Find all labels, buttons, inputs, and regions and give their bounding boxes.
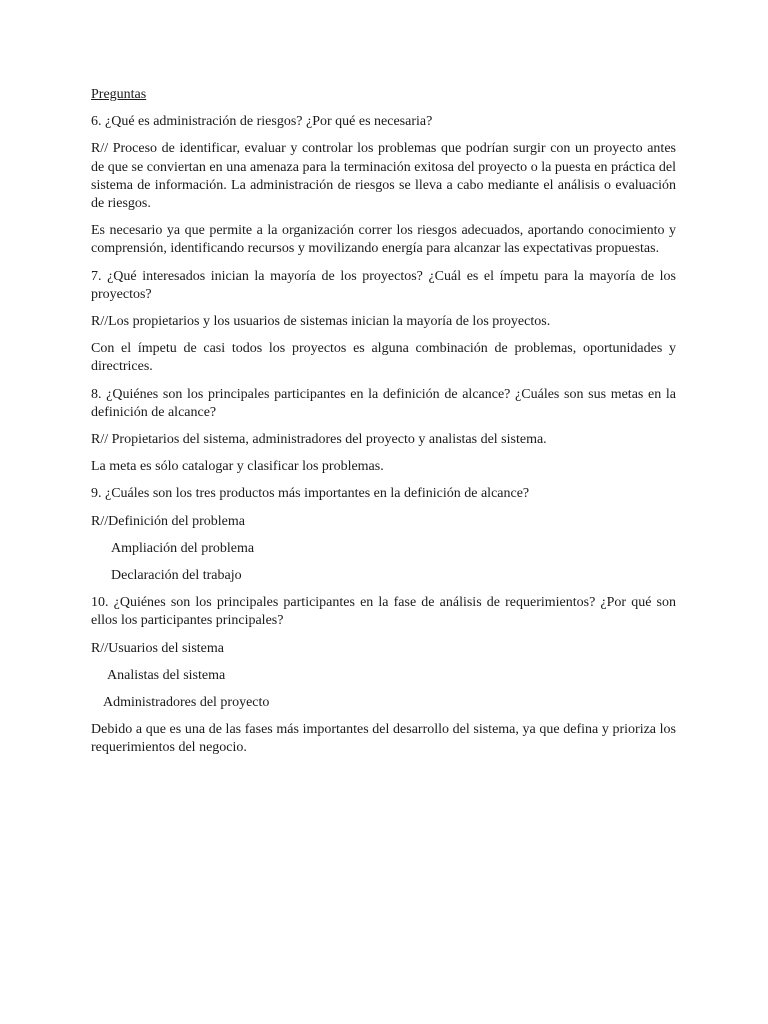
answer-7-paragraph-2: Con el ímpetu de casi todos los proyectos es alguna combinación de problemas, oportunidades y directrices. bbox=[91, 341, 676, 375]
document-heading: Preguntas bbox=[91, 87, 147, 102]
answer-6-paragraph-2: Es necesario ya que permite a la organización correr los riesgos adecuados, aportando conocimiento y comprensión, identificando recursos y movilizando energía para alcanzar las expectativas propuestas. bbox=[91, 223, 676, 257]
question-10: 10. ¿Quiénes son los principales participantes en la fase de análisis de requerimientos? ¿Por qué son ellos los participantes principales? bbox=[91, 595, 676, 629]
answer-10-line-1: R//Usuarios del sistema bbox=[91, 640, 224, 656]
answer-9-line-3: Declaración del trabajo bbox=[111, 568, 242, 584]
answer-7-paragraph-1: R//Los propietarios y los usuarios de sistemas inician la mayoría de los proyectos. bbox=[91, 314, 551, 330]
question-8: 8. ¿Quiénes son los principales participantes en la definición de alcance? ¿Cuáles son sus metas en la definición de alcance? bbox=[91, 386, 676, 420]
question-6: 6. ¿Qué es administración de riesgos? ¿Por qué es necesaria? bbox=[91, 114, 433, 130]
question-9: 9. ¿Cuáles son los tres productos más importantes en la definición de alcance? bbox=[91, 486, 530, 502]
answer-10-line-3: Administradores del proyecto bbox=[103, 695, 270, 711]
answer-9-line-1: R//Definición del problema bbox=[91, 513, 245, 529]
question-7: 7. ¿Qué interesados inician la mayoría de los proyectos? ¿Cuál es el ímpetu para la mayoría de los proyectos? bbox=[91, 268, 676, 302]
answer-6-paragraph-1: R// Proceso de identificar, evaluar y controlar los problemas que podrían surgir con un proyecto antes de que se conviertan en una amenaza para la terminación exitosa del proyecto o la puesta en práctica del sistema de información. La administración de riesgos se lleva a cabo mediante el análisis o evaluación de riesgos. bbox=[91, 141, 676, 212]
answer-8-paragraph-2: La meta es sólo catalogar y clasificar los problemas. bbox=[91, 459, 384, 475]
answer-9-line-2: Ampliación del problema bbox=[111, 540, 255, 556]
answer-10-paragraph: Debido a que es una de las fases más importantes del desarrollo del sistema, ya que defina y prioriza los requerimientos del negocio. bbox=[91, 722, 676, 756]
answer-8-paragraph-1: R// Propietarios del sistema, administradores del proyecto y analistas del sistema. bbox=[91, 432, 547, 448]
document-page bbox=[91, 86, 676, 767]
answer-10-line-2: Analistas del sistema bbox=[107, 667, 226, 683]
